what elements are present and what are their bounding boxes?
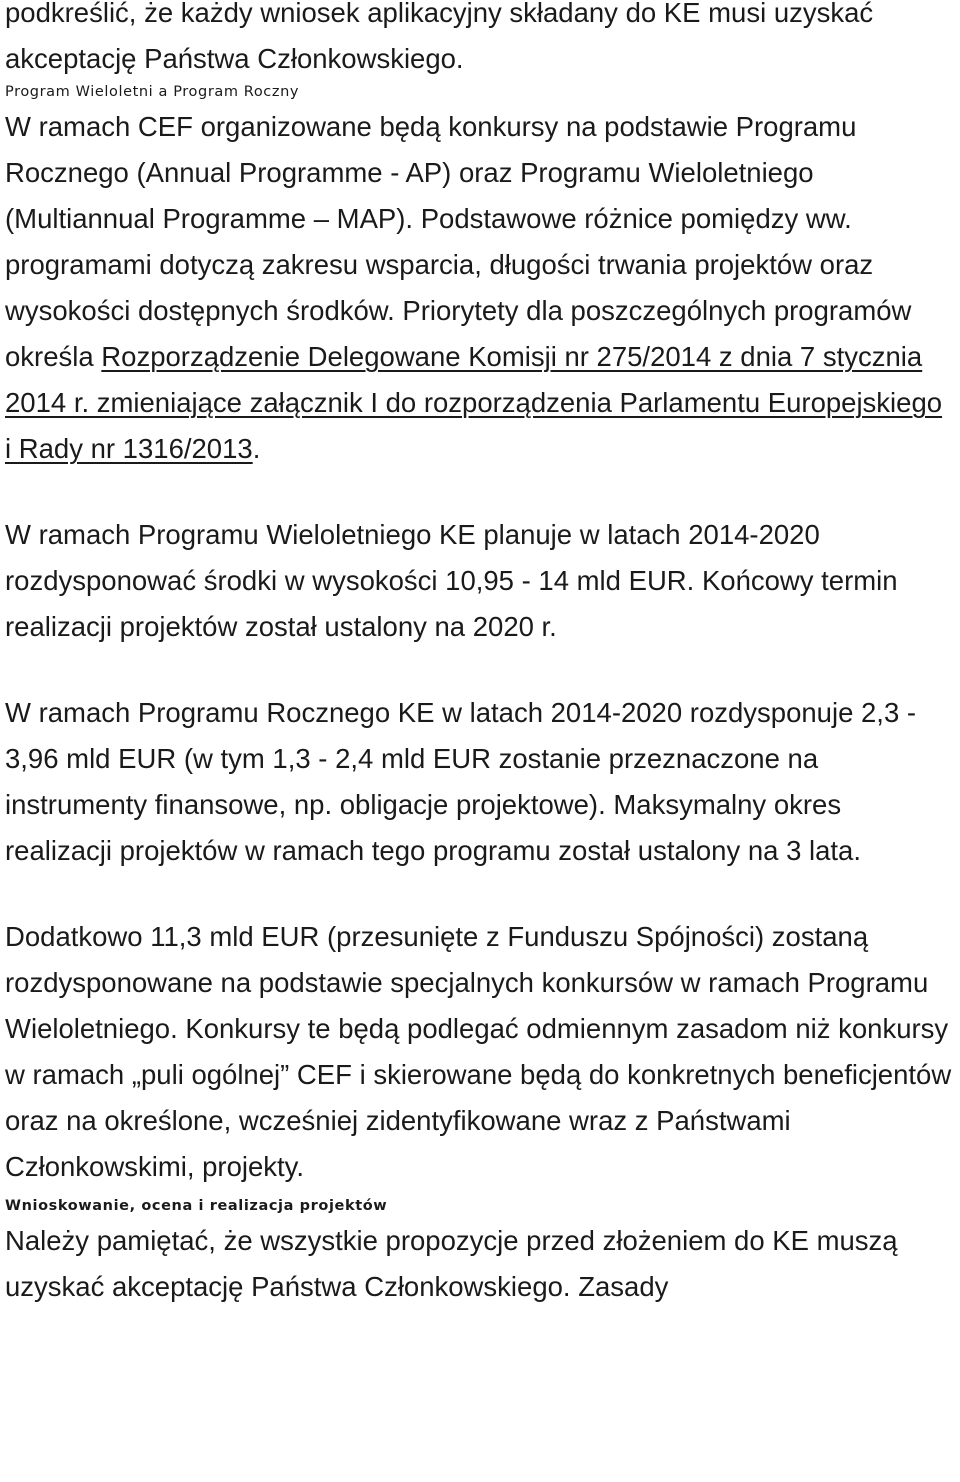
paragraph-multiannual: W ramach Programu Wieloletniego KE planuje w latach 2014-2020 rozdysponować środki w wysokości 10,95 - 14 mld EUR. Końcowy termin realizacji projektów został ustalony na 2020 r.: [5, 519, 898, 642]
paragraph-cohesion-fund: Dodatkowo 11,3 mld EUR (przesunięte z Funduszu Spójności) zostaną rozdysponowane na podstawie specjalnych konkursów w ramach Programu Wieloletniego. Konkursy te będą podlegać odmiennym zasadom niż konkursy w ramach „puli ogólnej” CEF i skierowane będą do konkretnych beneficjentów oraz na określone, wcześniej zidentyfikowane wraz z Państwami Członkowskimi, projekty.: [5, 921, 952, 1182]
section-heading-programs: Program Wieloletni a Program Roczny: [5, 84, 300, 100]
regulation-link[interactable]: Rozporządzenie Delegowane Komisji nr 275/2014 z dnia 7 stycznia 2014 r. zmieniające załącznik I do rozporządzenia Parlamentu Europejskiego i Rady nr 1316/2013: [5, 341, 943, 464]
paragraph-annual: W ramach Programu Rocznego KE w latach 2014-2020 rozdysponuje 2,3 - 3,96 mld EUR (w tym 1,3 - 2,4 mld EUR zostanie przeznaczone na instrumenty finansowe, np. obligacje projektowe). Maksymalny okres realizacji projektów w ramach tego programu został ustalony na 3 lata.: [5, 697, 917, 866]
document-page: [5, 0, 955, 1310]
intro-paragraph: podkreślić, że każdy wniosek aplikacyjny składany do KE musi uzyskać akceptację Państwa Członkowskiego.: [5, 0, 874, 74]
section-heading-applications: Wnioskowanie, ocena i realizacja projektów: [5, 1198, 388, 1214]
paragraph-cef-programs: [5, 104, 955, 472]
paragraph-text: W ramach CEF organizowane będą konkursy na podstawie Programu Rocznego (Annual Programme - AP) oraz Programu Wieloletniego (Multiannual Programme – MAP). Podstawowe różnice pomiędzy ww. programami dotyczą zakresu wsparcia, długości trwania projektów oraz wysokości dostępnych środków. Priorytety dla poszczególnych programów określa: [5, 111, 912, 372]
paragraph-applications: Należy pamiętać, że wszystkie propozycje przed złożeniem do KE muszą uzyskać akceptację Państwa Członkowskiego. Zasady: [5, 1225, 898, 1302]
paragraph-text-end: .: [252, 433, 261, 464]
